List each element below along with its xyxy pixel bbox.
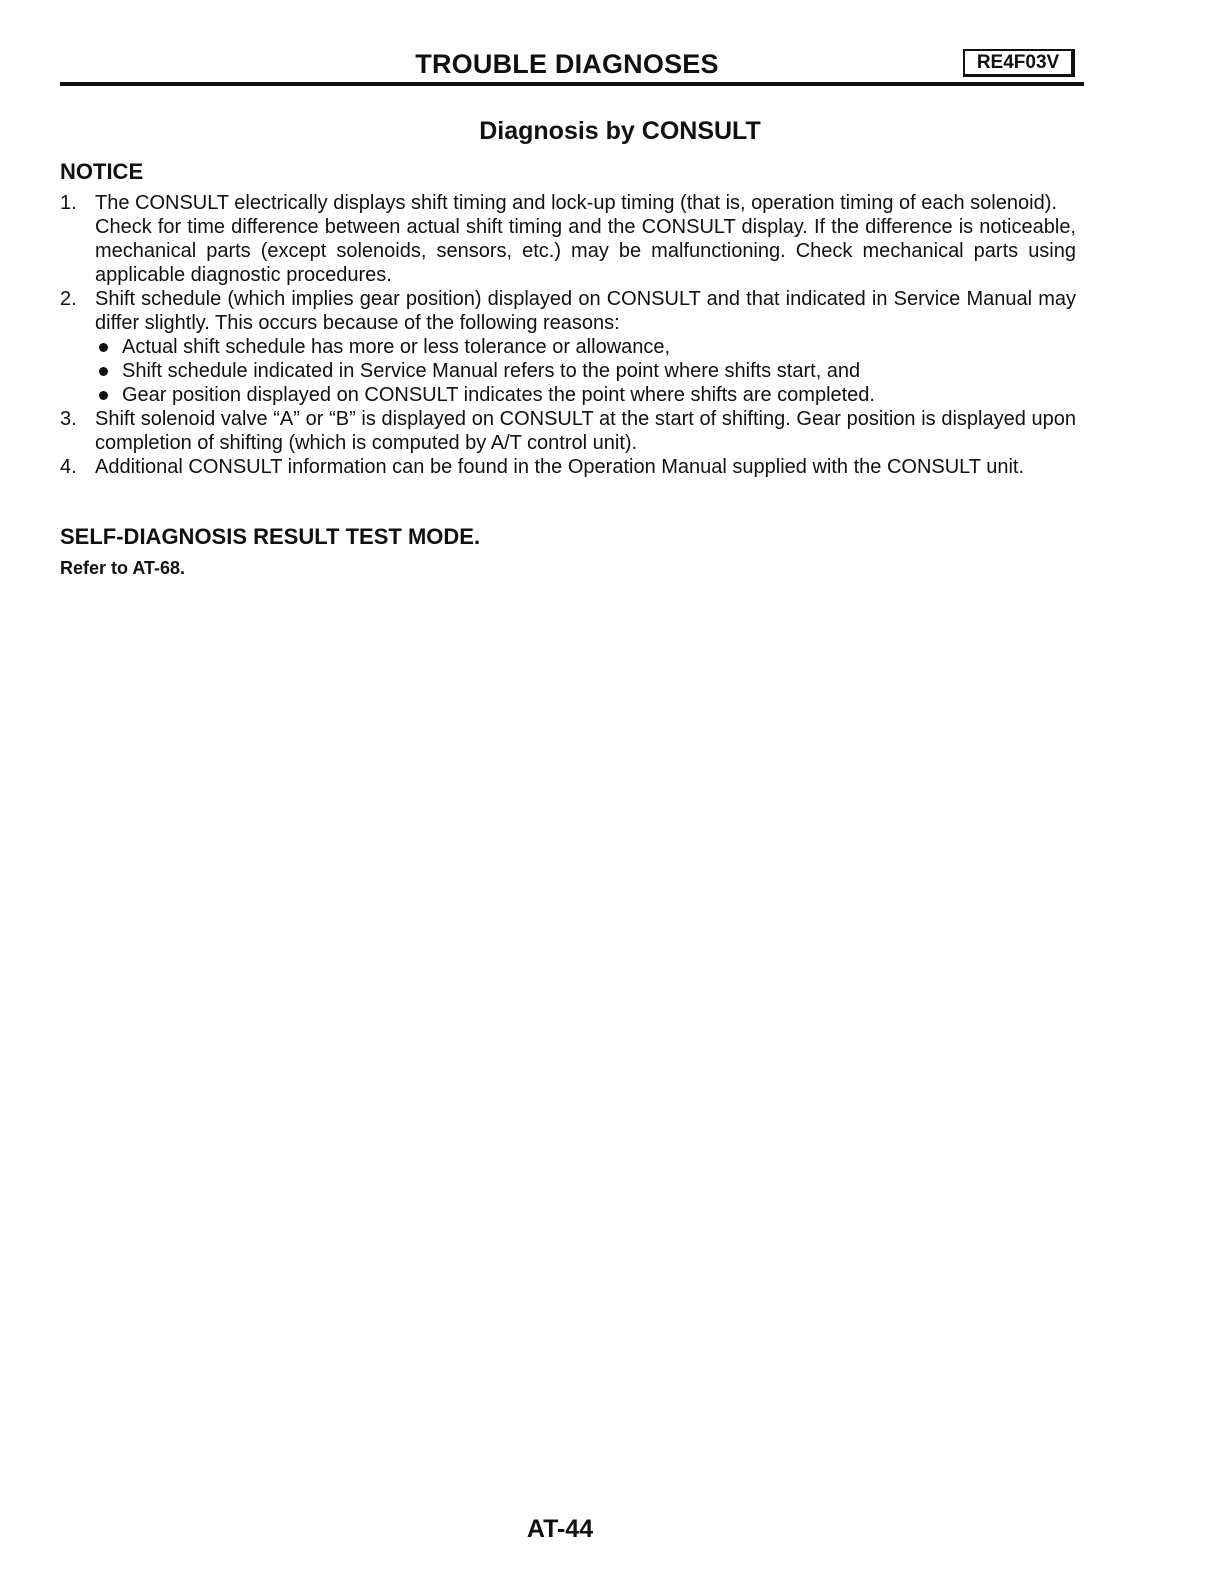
notice-item-text: Shift solenoid valve “A” or “B” is displayed on CONSULT at the start of shifting. Gear position is displayed upon completion of shifting (which is computed by A/T control unit). (95, 408, 1076, 454)
notice-item-text: Check for time difference between actual shift timing and the CONSULT display. If the difference is noticeable, mechanical parts (except solenoids, sensors, etc.) may be malfunctioning. Check mechanical parts using applicable diagnostic procedures. (95, 216, 1076, 286)
reason-bullet-item (95, 335, 1076, 359)
notice-item-number: 1. (60, 192, 77, 214)
reason-bullet-text: Gear position displayed on CONSULT indicates the point where shifts are completed. (122, 384, 875, 406)
notice-item-number: 2. (60, 288, 77, 310)
reason-bullet-item (95, 383, 1076, 407)
notice-item-number: 3. (60, 408, 77, 430)
page-number: AT-44 (526, 1515, 594, 1543)
bullet-dot-icon (99, 367, 108, 376)
self-diagnosis-reference: Refer to AT-68. (60, 558, 186, 578)
reason-bullet-item (95, 359, 1076, 383)
reason-bullet-text: Shift schedule indicated in Service Manual refers to the point where shifts start, and (122, 360, 861, 382)
header-divider (60, 82, 1084, 86)
section-title: Diagnosis by CONSULT (479, 117, 761, 145)
notice-item-number: 4. (60, 456, 77, 478)
reason-bullet-text: Actual shift schedule has more or less tolerance or allowance, (122, 336, 671, 358)
notice-item-text: The CONSULT electrically displays shift timing and lock-up timing (that is, operation timing of each solenoid). (95, 192, 1057, 214)
notice-heading: NOTICE (60, 159, 144, 184)
notice-list (60, 191, 1076, 479)
self-diagnosis-heading: SELF-DIAGNOSIS RESULT TEST MODE. (60, 524, 481, 549)
reason-bullet-list (95, 335, 1076, 407)
bullet-dot-icon (99, 391, 108, 400)
model-code-badge: RE4F03V (963, 49, 1075, 77)
notice-item-3 (60, 407, 1076, 455)
notice-item-text: Shift schedule (which implies gear position) displayed on CONSULT and that indicated in Service Manual may differ slightly. This occurs because of the following reasons: (95, 288, 1076, 334)
page-header-title: TROUBLE DIAGNOSES (415, 49, 719, 79)
notice-item-2 (60, 287, 1076, 407)
notice-item-1 (60, 191, 1076, 287)
notice-item-text: Additional CONSULT information can be found in the Operation Manual supplied with the CONSULT unit. (95, 456, 1025, 478)
notice-item-4 (60, 455, 1076, 479)
bullet-dot-icon (99, 343, 108, 352)
